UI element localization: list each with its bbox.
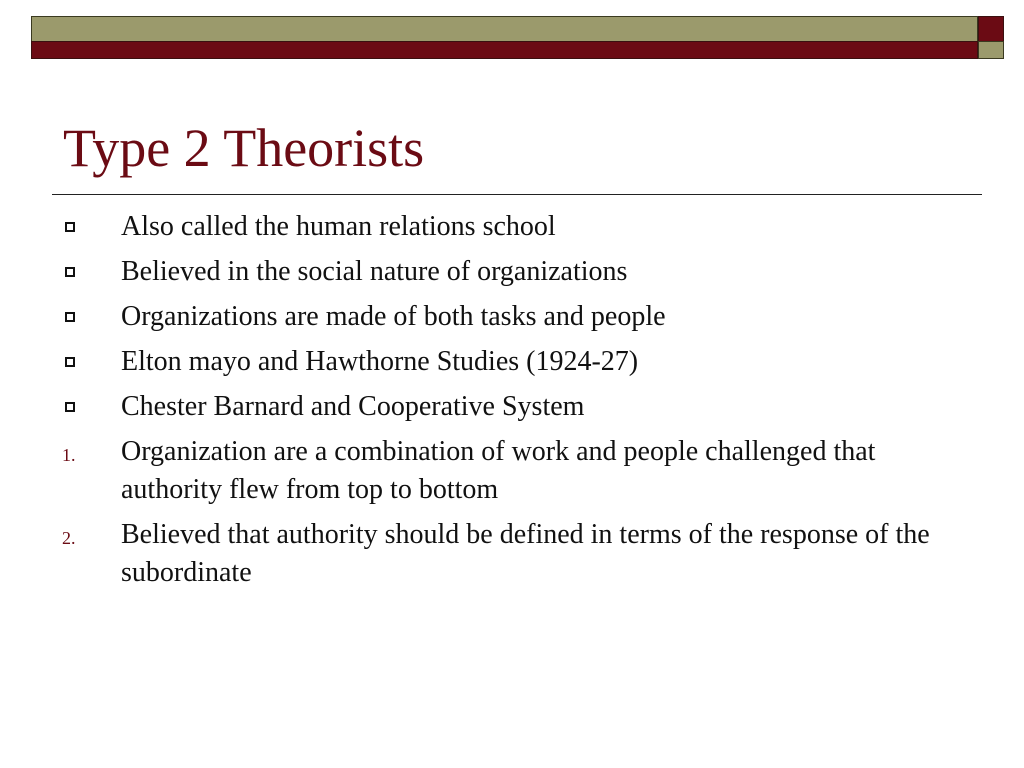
bullet-item [62,298,942,336]
bullet-text: Organizations are made of both tasks and people [121,301,666,332]
bullet-text: Also called the human relations school [121,211,556,242]
bullet-list [62,208,942,599]
title-divider [52,194,982,195]
bullet-text: Believed that authority should be defined in terms of the response of the subordinate [121,519,930,588]
header-decoration [31,16,978,59]
corner-olive-square [978,41,1004,59]
item-number: 2. [62,528,76,548]
square-bullet-icon [65,312,75,322]
header-olive-band [31,16,978,42]
square-bullet-icon [65,357,75,367]
bullet-item [62,208,942,246]
header-maroon-band [31,41,978,59]
item-number: 1. [62,445,76,465]
bullet-text: Believed in the social nature of organizations [121,256,628,287]
bullet-text: Chester Barnard and Cooperative System [121,391,585,422]
numbered-item [62,433,942,509]
bullet-item [62,253,942,291]
bullet-item [62,343,942,381]
slide-title: Type 2 Theorists [63,118,425,178]
numbered-item [62,516,942,592]
bullet-item [62,388,942,426]
bullet-text: Elton mayo and Hawthorne Studies (1924-27) [121,346,639,377]
bullet-text: Organization are a combination of work and people challenged that authority flew from top to bottom [121,436,876,505]
square-bullet-icon [65,222,75,232]
square-bullet-icon [65,267,75,277]
corner-maroon-square [978,16,1004,43]
square-bullet-icon [65,402,75,412]
